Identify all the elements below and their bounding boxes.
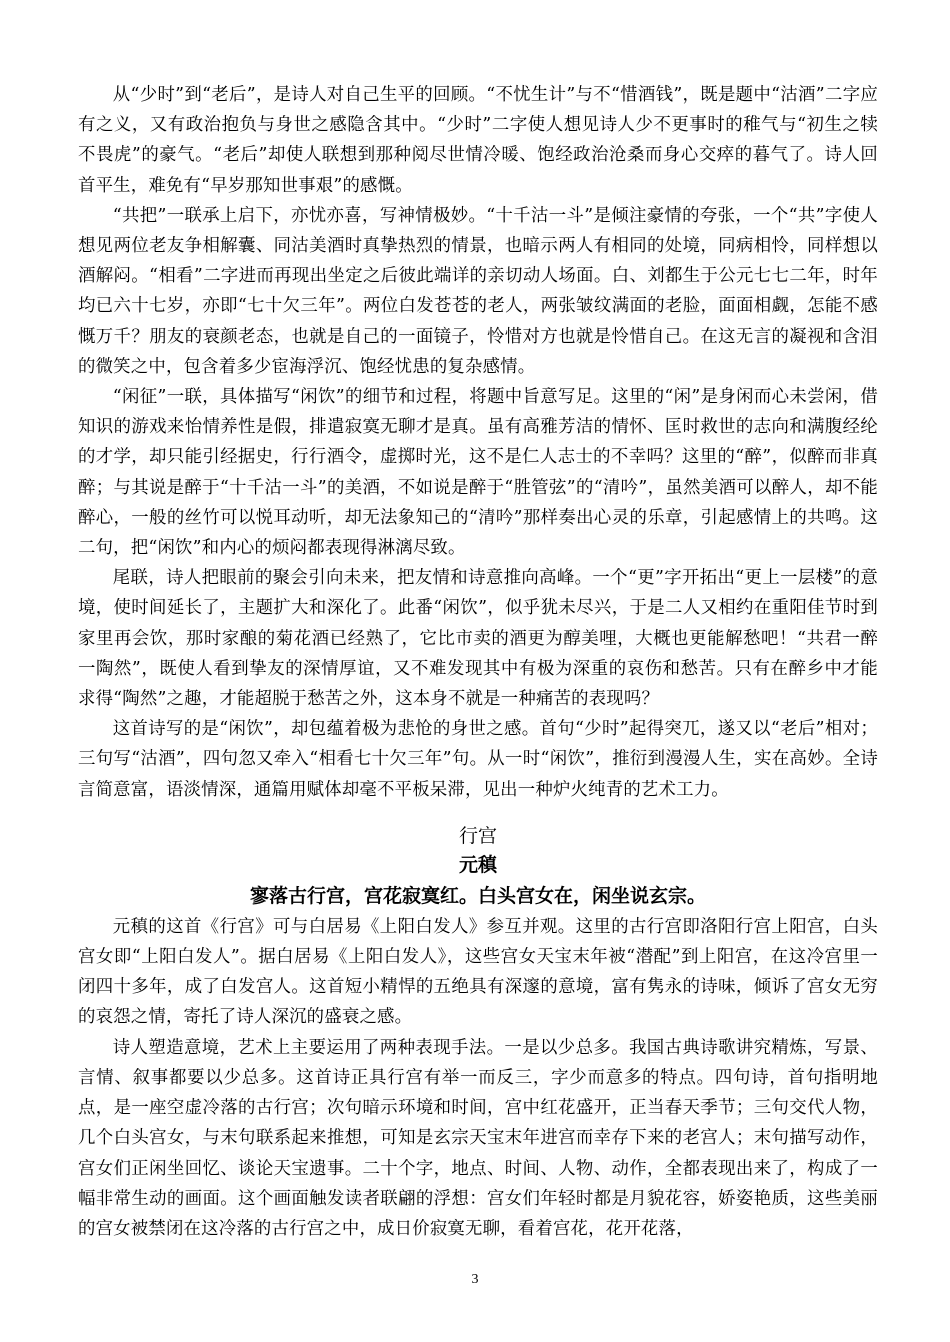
- paragraph: 这首诗写的是“闲饮”，却包蕴着极为悲怆的身世之感。首句“少时”起得突兀，遂又以“老后”相对；三句写“沽酒”，四句忽又牵入“相看七十欠三年”句。从一时“闲饮”，推衍到漫漫人生，实在高妙。全诗言简意富，语淡情深，通篇用赋体却毫不平板呆滞，见出一种炉火纯青的艺术工力。: [78, 719, 878, 800]
- paragraph: “闲征”一联，具体描写“闲饮”的细节和过程，将题中旨意写足。这里的“闲”是身闲而心未尝闲，借知识的游戏来怡情养性是假，排遣寂寞无聊才是真。虽有高雅芳洁的情怀、匡时救世的志向和满腹经纶的才学，却只能引经据史，行行酒令，虚掷时光，这不是仁人志士的不幸吗？这里的“醉”，似醉而非真醉；与其说是醉于“十千沽一斗”的美酒，不如说是醉于“胜管弦”的“清吟”，虽然美酒可以醉人，却不能醉心，一般的丝竹可以悦耳动听，却无法象知己的“清吟”那样奏出心灵的乐章，引起感情上的共鸣。这二句，把“闲饮”和内心的烦闷都表现得淋漓尽致。: [78, 387, 878, 559]
- poem-title: 行宫: [458, 824, 497, 847]
- commentary-section-1: [78, 80, 878, 805]
- paragraph: 元稹的这首《行宫》可与白居易《上阳白发人》参互并观。这里的古行宫即洛阳行宫上阳宫，白头宫女即“上阳白发人”。据白居易《上阳白发人》，这些宫女天宝末年被“潜配”到上阳宫，在这冷宫里一闭四十多年，成了白发宫人。这首短小精悍的五绝具有深邃的意境，富有隽永的诗味，倾诉了宫女无穷的哀怨之情，寄托了诗人深沉的盛衰之感。: [78, 916, 878, 1028]
- commentary-section-2: [78, 912, 878, 1244]
- poem-text: 寥落古行宫，宫花寂寞红。白头宫女在，闲坐说玄宗。: [249, 884, 706, 907]
- poem-block: [78, 821, 878, 912]
- paragraph: 从“少时”到“老后”，是诗人对自己生平的回顾。“不忧生计”与不“惜酒钱”，既是题中“沽酒”二字应有之义，又有政治抱负与身世之感隐含其中。“少时”二字使人想见诗人少不更事时的稚气与“初生之犊不畏虎”的豪气。“老后”却使人联想到那种阅尽世情冷暖、饱经政治沧桑而身心交瘁的暮气了。诗人回首平生，难免有“早岁那知世事艰”的感慨。: [78, 85, 878, 196]
- poem-author: 元稹: [458, 853, 497, 876]
- page-number: 3: [471, 1272, 479, 1287]
- paragraph: 尾联，诗人把眼前的聚会引向未来，把友情和诗意推向高峰。一个“更”字开拓出“更上一层楼”的意境，使时间延长了，主题扩大和深化了。此番“闲饮”，似乎犹未尽兴，于是二人又相约在重阳佳节时到家里再会饮，那时家酿的菊花酒已经熟了，它比市卖的酒更为醇美哩，大概也更能解愁吧！“共君一醉一陶然”，既使人看到挚友的深情厚谊，又不难发现其中有极为深重的哀伤和愁苦。只有在醉乡中才能求得“陶然”之趣，才能超脱于愁苦之外，这本身不就是一种痛苦的表现吗？: [78, 568, 878, 710]
- paragraph: 诗人塑造意境，艺术上主要运用了两种表现手法。一是以少总多。我国古典诗歌讲究精炼，写景、言情、叙事都要以少总多。这首诗正具行宫有举一而反三，字少而意多的特点。四句诗，首句指明地点，是一座空虚冷落的古行宫；次句暗示环境和时间，宫中红花盛开，正当春天季节；三句交代人物，几个白头宫女，与末句联系起来推想，可知是玄宗天宝末年进宫而幸存下来的老宫人；末句描写动作，宫女们正闲坐回忆、谈论天宝遗事。二十个字，地点、时间、人物、动作，全都表现出来了，构成了一幅非常生动的画面。这个画面触发读者联翩的浮想：宫女们年轻时都是月貌花容，娇姿艳质，这些美丽的宫女被禁闭在这冷落的古行宫之中，成日价寂寞无聊，看着宫花，花开花落，: [78, 1037, 878, 1239]
- document-page: [78, 80, 878, 1244]
- paragraph: “共把”一联承上启下，亦忧亦喜，写神情极妙。“十千沽一斗”是倾注豪情的夸张，一个“共”字使人想见两位老友争相解囊、同沽美酒时真挚热烈的情景，也暗示两人有相同的处境，同病相怜，同样想以酒解闷。“相看”二字进而再现出坐定之后彼此端详的亲切动人场面。白、刘都生于公元七七二年，时年均已六十七岁，亦即“七十欠三年”。两位白发苍苍的老人，两张皱纹满面的老脸，面面相觑，怎能不感慨万千？朋友的衰颜老态，也就是自己的一面镜子，怜惜对方也就是怜惜自己。在这无言的凝视和含泪的微笑之中，包含着多少宦海浮沉、饱经忧患的复杂感情。: [78, 205, 878, 377]
